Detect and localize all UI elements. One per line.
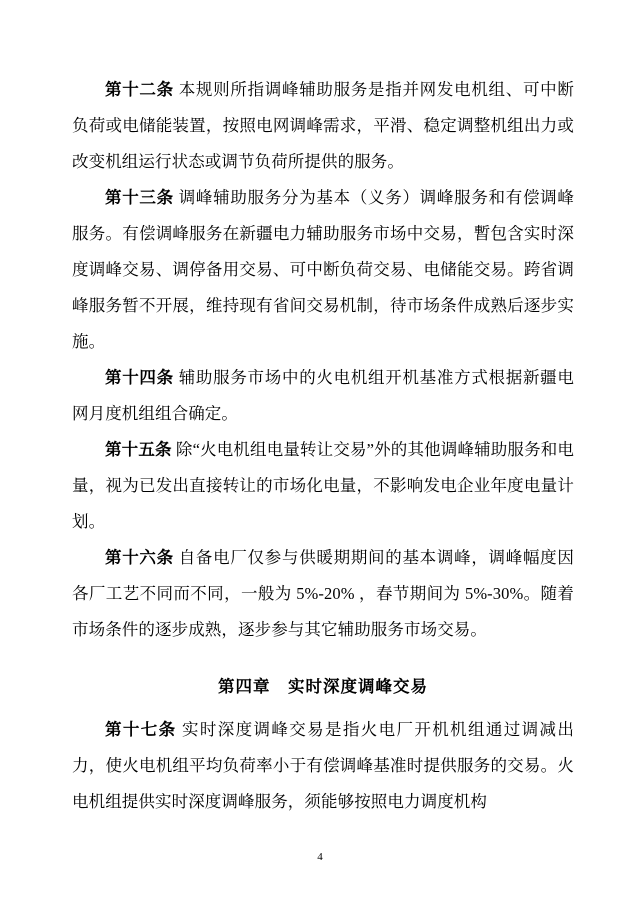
page-number: 4 — [317, 851, 323, 863]
document-body — [72, 72, 574, 820]
article-text: 本规则所指调峰辅助服务是指并网发电机组、可中断负荷或电储能装置，按照电网调峰需求，平滑、稳定调整机组出力或改变机组运行状态或调节负荷所提供的服务。 — [72, 80, 574, 171]
paragraph-article-14 — [72, 360, 574, 432]
article-number: 第十三条 — [105, 188, 174, 207]
article-text: 调峰辅助服务分为基本（义务）调峰服务和有偿调峰服务。有偿调峰服务在新疆电力辅助服务市场中交易，暫包含实时深度调峰交易、调停备用交易、可中断负荷交易、电储能交易。跨省调峰服务暂不开展，维持现有省间交易机制，待市场条件成熟后逐步实施。 — [72, 188, 574, 351]
article-text: 自备电厂仅参与供暖期期间的基本调峰，调峰幅度因各厂工艺不同而不同，一般为 5%-20% ，春节期间为 5%-30%。随着市场条件的逐步成熟，逐步参与其它辅助服务市场交易。 — [72, 548, 574, 639]
paragraph-article-13 — [72, 180, 574, 360]
article-number: 第十二条 — [105, 80, 174, 99]
paragraph-article-17 — [72, 712, 574, 820]
paragraph-article-15 — [72, 432, 574, 540]
article-text: 实时深度调峰交易是指火电厂开机机组通过调减出力，使火电机组平均负荷率小于有偿调峰基准时提供服务的交易。火电机组提供实时深度调峰服务，须能够按照电力调度机构 — [72, 720, 574, 811]
article-number: 第十七条 — [105, 720, 177, 739]
paragraph-article-12 — [72, 72, 574, 180]
chapter-heading: 第四章 实时深度调峰交易 — [218, 677, 428, 696]
article-text: 除“火电机组电量转让交易”外的其他调峰辅助服务和电量，视为已发出直接转让的市场化电量，不影响发电企业年度电量计划。 — [72, 440, 574, 531]
article-number: 第十六条 — [105, 548, 174, 567]
article-text: 辅助服务市场中的火电机组开机基准方式根据新疆电网月度机组组合确定。 — [72, 368, 574, 423]
article-number: 第十四条 — [105, 368, 174, 387]
paragraph-article-16 — [72, 540, 574, 648]
article-number: 第十五条 — [105, 440, 172, 459]
